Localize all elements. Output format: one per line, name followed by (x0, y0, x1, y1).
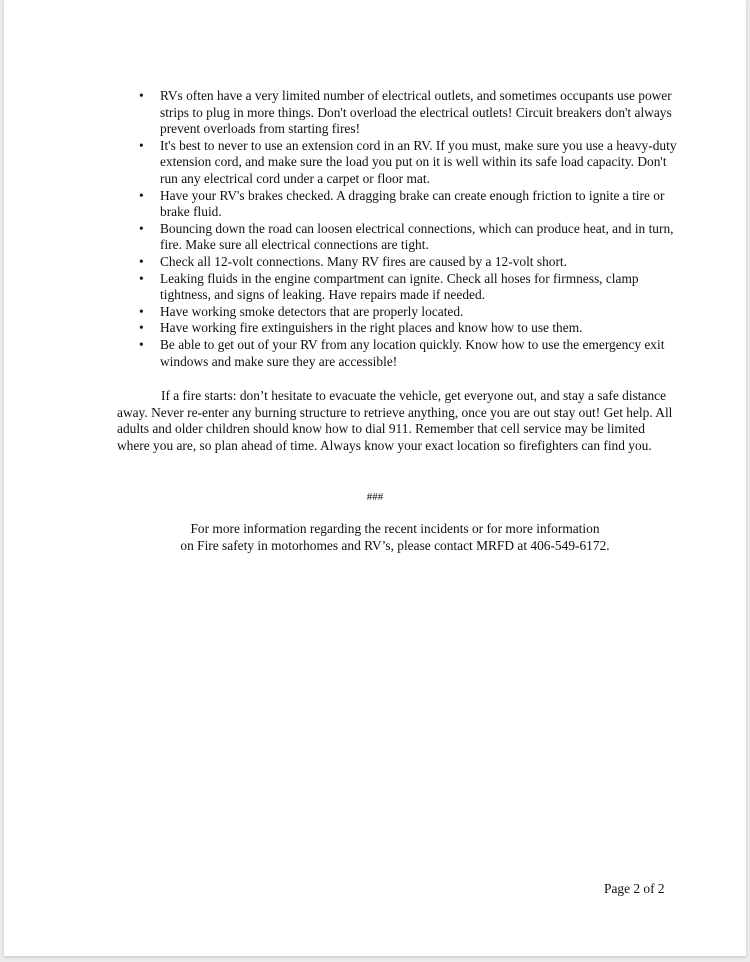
list-item (132, 337, 677, 370)
fire-evacuation-paragraph: If a fire starts: don’t hesitate to evacuate the vehicle, get everyone out, and stay a safe distance away. Never re-enter any burning structure to retrieve anything, once you are out stay out! Get help. All adults and older children should know how to dial 911. Remember that cell service may be limited where you are, so plan ahead of time. Always know your exact location so firefighters can find you. (117, 388, 673, 453)
list-item (132, 188, 677, 221)
bullet-icon: • (139, 336, 144, 352)
contact-info (4, 521, 750, 554)
list-item (132, 320, 677, 337)
page-number: Page 2 of 2 (604, 881, 665, 896)
list-item-text: It's best to never to use an extension cord in an RV. If you must, make sure you use a heavy-duty extension cord, and make sure the load you put on it is well within its safe load capacity. Don't run any electrical cord under a carpet or floor mat. (160, 137, 677, 186)
list-item-text: Have working fire extinguishers in the right places and know how to use them. (160, 320, 583, 336)
list-item-text: Have your RV's brakes checked. A dragging brake can create enough friction to ignite a tire or brake fluid. (160, 187, 665, 220)
contact-line-2: on Fire safety in motorhomes and RV’s, please contact MRFD at 406-549-6172. (180, 537, 610, 553)
contact-line-1: For more information regarding the recent incidents or for more information (190, 521, 600, 536)
list-item (132, 138, 677, 188)
section-separator: ### (366, 491, 384, 503)
bullet-icon: • (139, 253, 144, 269)
bullet-icon: • (139, 187, 144, 203)
list-item (132, 271, 677, 304)
list-item (132, 304, 677, 321)
list-item-text: Leaking fluids in the engine compartment can ignite. Check all hoses for firmness, clamp tightness, and signs of leaking. Have repairs made if needed. (160, 270, 639, 303)
document-page (4, 0, 746, 956)
list-item-text: Be able to get out of your RV from any location quickly. Know how to use the emergency exit windows and make sure they are accessible! (160, 336, 665, 369)
bullet-icon: • (139, 88, 144, 103)
list-item-text: Have working smoke detectors that are properly located. (160, 303, 464, 319)
bullet-icon: • (139, 270, 144, 286)
list-item-text: Bouncing down the road can loosen electrical connections, which can produce heat, and in turn, fire. Make sure all electrical connections are tight. (160, 220, 674, 253)
list-item (132, 221, 677, 254)
bullet-icon: • (139, 220, 144, 236)
bullet-icon: • (139, 320, 144, 336)
safety-tips-list (132, 88, 677, 370)
list-item (132, 254, 677, 271)
list-item (132, 88, 677, 138)
list-item-text: RVs often have a very limited number of electrical outlets, and sometimes occupants use power strips to plug in more things. Don't overload the electrical outlets! Circuit breakers don't always prevent overloads from starting fires! (160, 88, 672, 137)
bullet-icon: • (139, 303, 144, 319)
list-item-text: Check all 12-volt connections. Many RV fires are caused by a 12-volt short. (160, 253, 567, 269)
bullet-icon: • (139, 137, 144, 153)
